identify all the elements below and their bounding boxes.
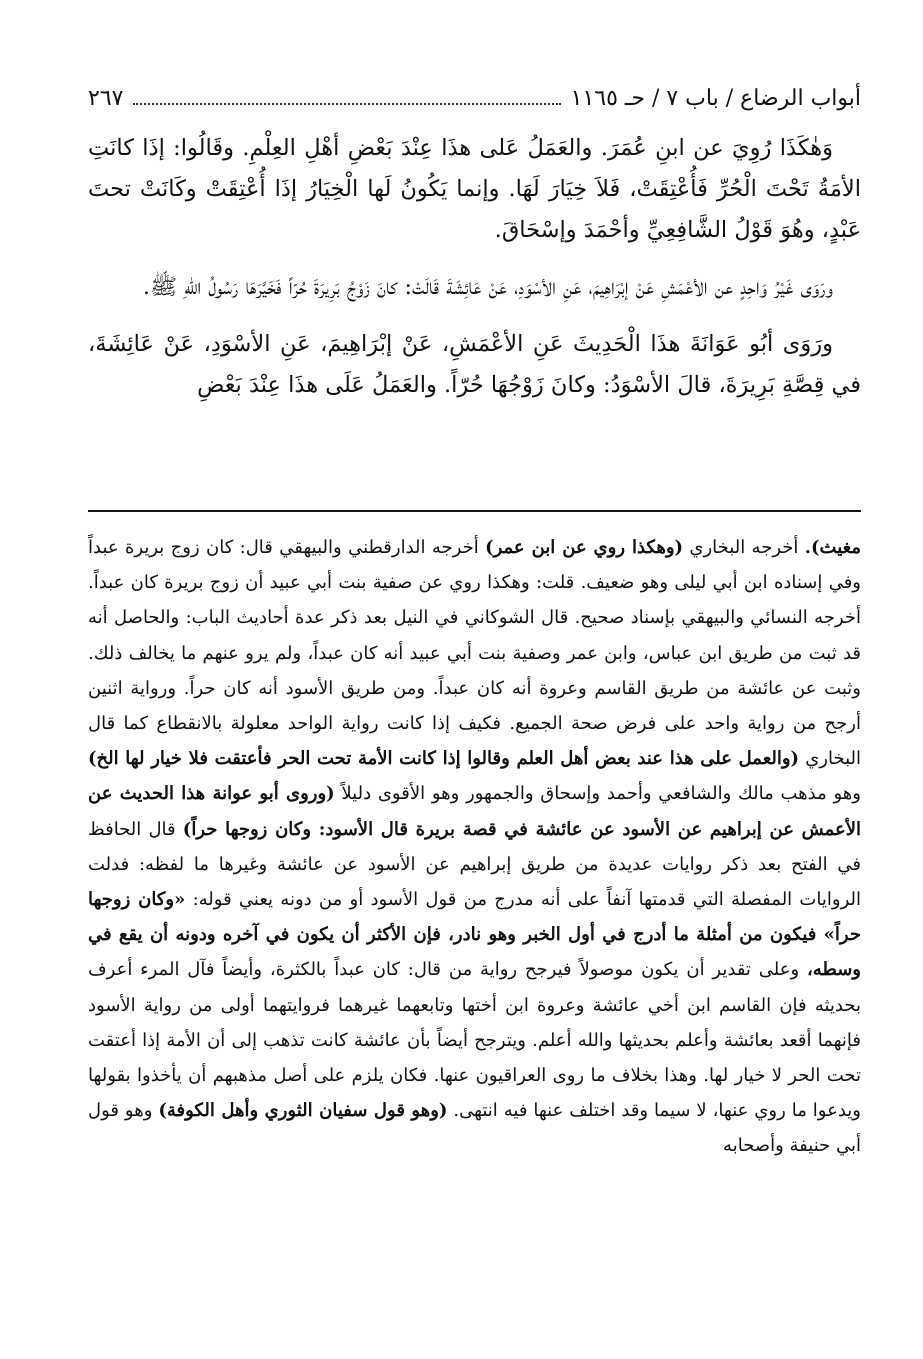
note-segment: (وروى أبو عوانة هذا الحديث عن الأعمش عن إبراهيم عن الأسود عن عائشة في قصة بريرة قال الأسود: وكان زوجها حراً)	[88, 783, 862, 840]
running-header	[88, 78, 861, 118]
note-segment: (وهكذا روي عن ابن عمر)	[485, 537, 684, 558]
header-title: أبواب الرضاع / باب ٧ / حـ ١١٦٥	[570, 85, 861, 111]
main-paragraph: ورَوَى أبُو عَوَانَةَ هذَا الْحَدِيثَ عَنِ الأعْمَشِ، عَنْ إبْرَاهِيمَ، عَنِ الأسْوَدِ، عَنْ عَائِشَةَ، في قِصَّةِ بَرِيرَةَ، قالَ الأسْوَدُ: وكانَ زَوْجُهَا حُرّاً. والعَمَلُ عَلَى هذَا عِنْدَ بَعْضِ	[88, 331, 861, 398]
main-text	[88, 128, 861, 406]
header-dot-leader	[133, 103, 560, 105]
page-number: ٢٦٧	[88, 85, 124, 111]
note-segment: وهو مذهب مالك والشافعي وأحمد وإسحاق والجمهور وهو الأقوى دليلاً	[334, 783, 861, 805]
note-segment: مغيث).	[804, 537, 861, 558]
note-segment: (والعمل على هذا عند بعض أهل العلم وقالوا إذا كانت الأمة تحت الحر فأعتقت فلا خيار لها الخ)	[88, 748, 800, 770]
main-paragraph: وَهٰكَذَا رُوِيَ عن ابنِ عُمَرَ. والعَمَلُ عَلى هذَا عِنْدَ بَعْضِ أهْلِ العِلْمِ. وقَالُوا: إذَا كانَتِ الأمَةُ تَحْتَ الْحُرِّ فَأُعْتِقَتْ، فَلاَ خِيَارَ لَهَا. وإنما يَكُونُ لَها الْخِيَارُ إذَا أُعْتِقَتْ وكَانَتْ تحتَ عَبْدٍ، وهُوَ قَوْلُ الشَّافِعِيِّ وأحْمَدَ وإسْحَاقَ.	[88, 135, 861, 243]
note-segment: (وهو قول سفيان الثوري وأهل الكوفة)	[158, 1100, 448, 1122]
note-segment: وعلى تقدير أن يكون موصولاً فيرجح رواية من قال: كان عبداً بالكثرة، وأيضاً فآل المرء أعرف بحديثه فإن القاسم ابن أخي عائشة وعروة ابن أختها وتابعهما غيرهما فروايتهما أولى من رواية الأسود فإنهما أقعد بعائشة وأعلم بحديثها والله أعلم. ويترجح أيضاً بأن عائشة كانت تذهب إلى أن الأمة إذا أعتقت تحت الحر لا خيار لها. وهذا بخلاف ما روى العراقيون عنها. فكان يلزم على أصل مذهبهم أن يأخذوا بقولها ويدعوا ما روي عنها، لا سيما وقد اختلف عنها فيه انتهى.	[88, 959, 861, 1122]
note-segment: «وكان زوجها حراً» فيكون من أمثلة ما أدرج في أول الخبر وهو نادر، فإن الأكثر أن يكون في آخره ودونه أن يقع في وسطه،	[88, 889, 861, 981]
note-segment: وهو قول أبي حنيفة وأصحابه	[88, 1100, 861, 1157]
main-paragraph: ورَوَى غَيْرُ وَاحِدٍ عن الأعْمَشِ عَنْ إبْرَاهِيمَ، عَنِ الأسْوَدِ، عَنْ عَائِشَةَ قَالَتْ: كانَ زَوْجُ بَرِيرَةَ حُرّاً فَخَيَّرَهَا رَسُولُ اللهِ ﷺ.	[142, 274, 833, 300]
note-segment: أخرجه الدارقطني والبيهقي قال: كان زوج بريرة عبداً وفي إسناده ابن أبي ليلى وهو ضعيف. قلت: وهكذا روي عن صفية بنت أبي عبيد أن زوج بريرة كان عبداً. أخرجه النسائي والبيهقي بإسناد صحيح. قال الشوكاني في النيل بعد ذكر عدة أحاديث الباب: والحاصل أنه قد ثبت من طريق ابن عباس، وابن عمر وصفية بنت أبي عبيد أنه كان عبداً، ولم يرو عنهم ما يخالف ذلك. وثبت عن عائشة من طريق القاسم وعروة أنه كان عبداً. ومن طريق الأسود أنه كان حراً. ورواية اثنين أرجح من رواية واحد على فرض صحة الجميع. فكيف إذا كانت رواية الواحد معلولة بالانقطاع كما قال البخاري	[88, 537, 861, 770]
note-segment: قال الحافظ في الفتح بعد ذكر روايات عديدة من طريق إبراهيم عن الأسود عن عائشة وغيرها ما لفظه: فدلت الروايات المفصلة التي قدمتها آنفاً على أنه مدرج من قول الأسود أو من دونه يعني قوله:	[88, 818, 861, 911]
note-segment: أخرجه البخاري	[683, 537, 805, 558]
commentary-text	[88, 530, 861, 1164]
footnote-divider	[88, 510, 861, 512]
